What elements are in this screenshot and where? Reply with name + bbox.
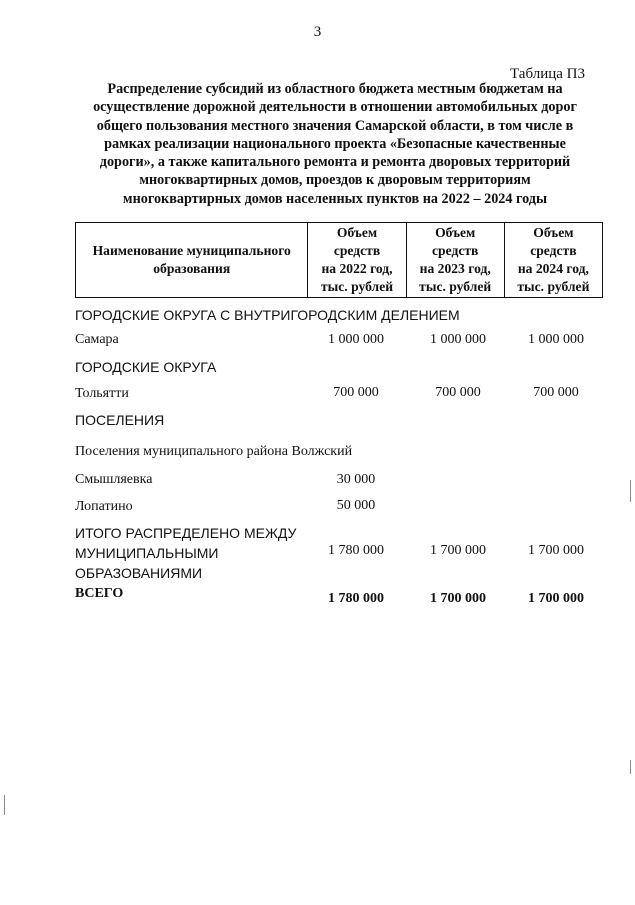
header-2023 (406, 223, 504, 298)
row-samara-2023: 1 000 000 (430, 332, 486, 347)
scan-mark (630, 480, 631, 502)
header-2023-line: на 2023 год, (419, 261, 491, 276)
header-2024-line: Объем (533, 225, 574, 240)
row-samara-name: Самара (75, 332, 119, 347)
row-togliatti-name: Тольятти (75, 386, 129, 401)
scan-mark (4, 795, 5, 815)
section-settlements: ПОСЕЛЕНИЯ (75, 412, 165, 428)
row-samara-2024: 1 000 000 (528, 332, 584, 347)
row-togliatti-2022: 700 000 (333, 385, 379, 400)
title-line: дороги», а также капитального ремонта и ремонта дворовых территорий (99, 154, 571, 171)
row-total-distributed-2024: 1 700 000 (528, 543, 584, 558)
volzhsky-group-label: Поселения муниципального района Волжский (75, 444, 353, 459)
row-togliatti-2023: 700 000 (435, 385, 481, 400)
row-total-distributed-name (75, 523, 296, 583)
header-2024-line: на 2024 год, (517, 261, 589, 276)
header-2024-line: тыс. рублей (517, 279, 590, 294)
row-lopatino-2022: 50 000 (336, 498, 376, 513)
header-2022-line: Объем (336, 225, 378, 240)
row-samara-2022: 1 000 000 (328, 332, 384, 347)
header-2022-line: на 2022 год, (321, 261, 393, 276)
header-name-line: образования (153, 261, 231, 276)
total-distributed-line: МУНИЦИПАЛЬНЫМИ (75, 545, 219, 561)
title-line: многоквартирных домов населенных пунктов на 2022 – 2024 годы (122, 190, 548, 207)
title-line: рамках реализации национального проекта «Безопасные качественные (104, 135, 566, 152)
title-line: осуществление дорожной деятельности в отношении автомобильных дорог (93, 99, 577, 116)
page-number: 3 (313, 24, 322, 40)
section-urban-intra: ГОРОДСКИЕ ОКРУГА С ВНУТРИГОРОДСКИМ ДЕЛЕНИЕМ (75, 307, 460, 323)
row-total-distributed-2022: 1 780 000 (328, 543, 384, 558)
row-smyshlyaevka-name: Смышляевка (75, 472, 153, 487)
scan-mark (630, 760, 631, 774)
row-grand-total-2023: 1 700 000 (430, 591, 486, 606)
row-grand-total-2024: 1 700 000 (528, 591, 584, 606)
total-distributed-line: ИТОГО РАСПРЕДЕЛЕНО МЕЖДУ (75, 525, 297, 541)
table-header (75, 222, 603, 298)
header-2024 (504, 223, 602, 298)
header-name (76, 223, 308, 298)
header-name-line: Наименование муниципального (92, 243, 291, 258)
header-2023-line: средств (432, 243, 479, 258)
table-label: Таблица П3 (510, 66, 585, 82)
header-2023-line: тыс. рублей (419, 279, 492, 294)
row-total-distributed-2023: 1 700 000 (430, 543, 486, 558)
row-smyshlyaevka-2022: 30 000 (336, 472, 376, 487)
header-2022 (308, 223, 406, 298)
document-title (75, 80, 595, 208)
header-2022-line: тыс. рублей (320, 279, 394, 294)
title-line: Распределение субсидий из областного бюджета местным бюджетам на (107, 81, 563, 97)
section-urban: ГОРОДСКИЕ ОКРУГА (75, 359, 217, 375)
row-grand-total-name: ВСЕГО (75, 586, 124, 601)
total-distributed-line: ОБРАЗОВАНИЯМИ (75, 565, 203, 581)
row-togliatti-2024: 700 000 (533, 385, 579, 400)
header-2022-line: средств (333, 243, 381, 258)
header-2024-line: средств (530, 243, 577, 258)
title-line: общего пользования местного значения Самарской области, в том числе в (96, 117, 574, 134)
title-line: многоквартирных домов, проездов к дворовым территориям (139, 172, 531, 189)
row-grand-total-2022: 1 780 000 (328, 591, 384, 606)
header-2023-line: Объем (435, 225, 476, 240)
row-lopatino-name: Лопатино (75, 499, 133, 514)
